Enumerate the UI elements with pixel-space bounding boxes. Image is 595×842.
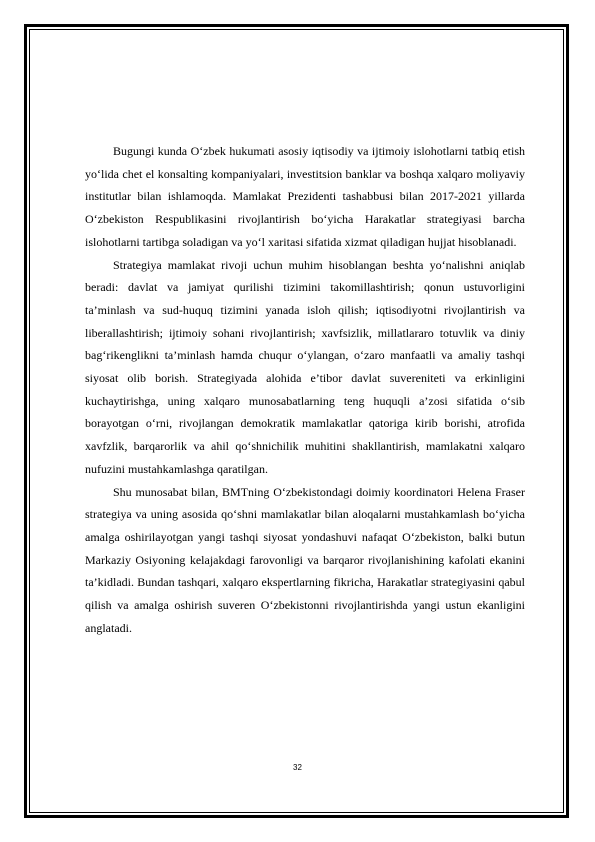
- paragraph-2: Strategiya mamlakat rivoji uchun muhim hisoblangan beshta yo‘nalishni aniqlab beradi: davlat va jamiyat qurilishi tizimini takomillashtirish; qonun ustuvorligini ta’minlash va sud-huquq tizimini yanada isloh qilish; iqtisodiyotni rivojlantirish va liberallashtirish; ijtimoiy sohani rivojlantirish; xavfsizlik, millatlararo totuvlik va diniy bag‘rikenglikni ta’minlash hamda chuqur o‘ylangan, o‘zaro manfaatli va amaliy tashqi siyosat olib borish. Strategiyada alohida e’tibor davlat suvereniteti va erkinligini kuchaytirishga, uning xalqaro munosabatlarning teng huquqli a’zosi sifatida o‘sib borayotgan o‘rni, rivojlangan demokratik mamlakatlar qatoriga kirib borishi, atrofida xavfzlik, barqarorlik va ahil qo‘shnichilik muhitini shakllantirish, mamlakatni xalqaro nufuzini mustahkamlashga qaratilgan.: [85, 257, 525, 476]
- paragraph-3: Shu munosabat bilan, BMTning O‘zbekistondagi doimiy koordinatori Helena Fraser strategiya va uning asosida qo‘shni mamlakatlar bilan aloqalarni mustahkamlash bo‘yicha amalga oshirilayotgan yangi tashqi siyosat yondashuvi nafaqat O‘zbekiston, balki butun Markaziy Osiyoning kelajakdagi farovonligi va barqaror rivojlanishining kafolati ekanini ta’kidladi. Bundan tashqari, xalqaro ekspertlarning fikricha, Harakatlar strategiyasini qabul qilish va amalga oshirish suveren O‘zbekistonni rivojlantirishda yangi ustun ekanligini anglatadi.: [85, 484, 525, 635]
- page-number: 32: [293, 763, 302, 772]
- paragraph-1: Bugungi kunda O‘zbek hukumati asosiy iqtisodiy va ijtimoiy islohotlarni tatbiq etish yo‘lida chet el konsalting kompaniyalari, investitsion banklar va boshqa xalqaro moliyaviy institutlar bilan ishlamoqda. Mamlakat Prezidenti tashabbusi bilan 2017-2021 yillarda O‘zbekiston Respublikasini rivojlantirish bo‘yicha Harakatlar strategiyasi barcha islohotlarni tartibga soladigan va yo‘l xaritasi sifatida xizmat qiladigan hujjat hisoblanadi.: [85, 144, 525, 249]
- body-text: [85, 140, 525, 639]
